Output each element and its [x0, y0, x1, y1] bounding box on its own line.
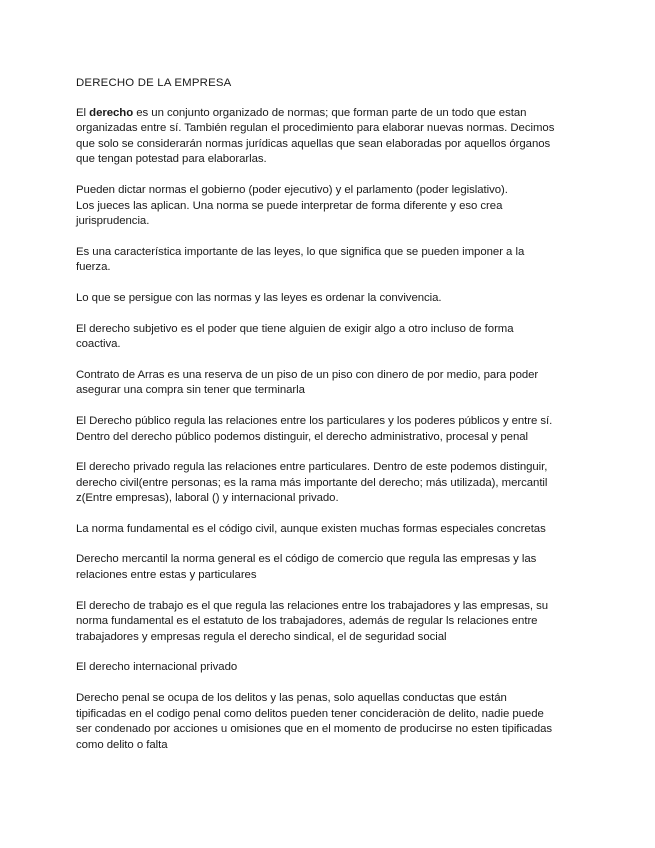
paragraph-line — [76, 106, 586, 122]
paragraph-line: tipificadas en el codigo penal como delitos pueden tener concideraciòn de delito, nadie puede — [76, 707, 544, 720]
paragraph-line: Contrato de Arras es una reserva de un piso de un piso con dinero de por medio, para poder — [76, 368, 539, 381]
paragraph-line: Lo que se persigue con las normas y las leyes es ordenar la convivencia. — [76, 291, 442, 304]
paragraph-line: coactiva. — [76, 338, 121, 351]
paragraph-line: derecho civil(entre personas; es la rama más importante del derecho; más utilizada), mercantil — [76, 476, 548, 489]
paragraph-line: Dentro del derecho público podemos distinguir, el derecho administrativo, procesal y penal — [76, 430, 529, 443]
paragraph-line: Derecho penal se ocupa de los delitos y las penas, solo aquellas conductas que están — [76, 692, 507, 705]
bold-term-derecho: derecho — [89, 106, 134, 119]
paragraph-line: Es una característica importante de las leyes, lo que significa que se pueden imponer a la — [76, 245, 525, 258]
paragraph-line: fuerza. — [76, 261, 111, 274]
paragraph-line: El derecho privado regula las relaciones entre particulares. Dentro de este podemos distinguir, — [76, 461, 548, 474]
text-rest: es un conjunto organizado de normas; que forman parte de un todo que estan — [133, 106, 527, 119]
paragraph-line: Los jueces las aplican. Una norma se puede interpretar de forma diferente y eso crea — [76, 199, 503, 212]
paragraph-derecho-trabajo — [76, 599, 586, 646]
paragraph-line: El derecho internacional privado — [76, 661, 238, 674]
paragraph-line: que tengan potestad para elaborarlas. — [76, 153, 267, 166]
paragraph-line: que solo se considerarán normas jurídicas aquellas que sean elaboradas por aquellos órganos — [76, 137, 551, 150]
text-lead: El — [76, 106, 90, 119]
paragraph-line: asegurar una compra sin tener que terminarla — [76, 384, 305, 397]
paragraph-caracteristica — [76, 245, 586, 276]
paragraph-derecho-subjetivo — [76, 322, 586, 353]
paragraph-derecho-mercantil — [76, 552, 586, 583]
paragraph-line: relaciones entre estas y particulares — [76, 569, 257, 582]
paragraph-derecho-publico — [76, 414, 586, 445]
paragraph-derecho-definition — [76, 106, 586, 168]
document-page — [76, 76, 586, 768]
paragraph-internacional-privado — [76, 660, 586, 676]
paragraph-line: El derecho subjetivo es el poder que tiene alguien de exigir algo a otro incluso de forma — [76, 322, 514, 335]
paragraph-dictar-normas — [76, 183, 586, 230]
paragraph-line: organizadas entre sí. También regulan el procedimiento para elaborar nuevas normas. Decimos — [76, 122, 555, 135]
paragraph-line: Pueden dictar normas el gobierno (poder ejecutivo) y el parlamento (poder legislativo). — [76, 183, 508, 196]
paragraph-line: ser condenado por acciones u omisiones que en el momento de producirse no esten tipificadas — [76, 723, 553, 736]
paragraph-line: z(Entre empresas), laboral () y internacional privado. — [76, 492, 339, 505]
paragraph-line: La norma fundamental es el código civil, aunque existen muchas formas especiales concretas — [76, 522, 546, 535]
paragraph-line: El derecho de trabajo es el que regula las relaciones entre los trabajadores y las empresas, su — [76, 599, 549, 612]
paragraph-norma-fundamental — [76, 522, 586, 538]
paragraph-line: norma fundamental es el estatuto de los trabajadores, además de regular ls relaciones entre — [76, 615, 538, 628]
paragraph-derecho-privado — [76, 460, 586, 507]
paragraph-contrato-arras — [76, 368, 586, 399]
paragraph-line: Derecho mercantil la norma general es el código de comercio que regula las empresas y las — [76, 553, 537, 566]
paragraph-line: como delito o falta — [76, 738, 168, 751]
paragraph-line: jurisprudencia. — [76, 215, 150, 228]
paragraph-line: trabajadores y empresas regula el derecho sindical, el de seguridad social — [76, 630, 447, 643]
paragraph-line: El Derecho público regula las relaciones entre los particulares y los poderes públicos y entre sí. — [76, 414, 553, 427]
paragraph-convivencia — [76, 291, 586, 307]
paragraph-derecho-penal — [76, 691, 586, 753]
document-title: DERECHO DE LA EMPRESA — [76, 77, 232, 89]
